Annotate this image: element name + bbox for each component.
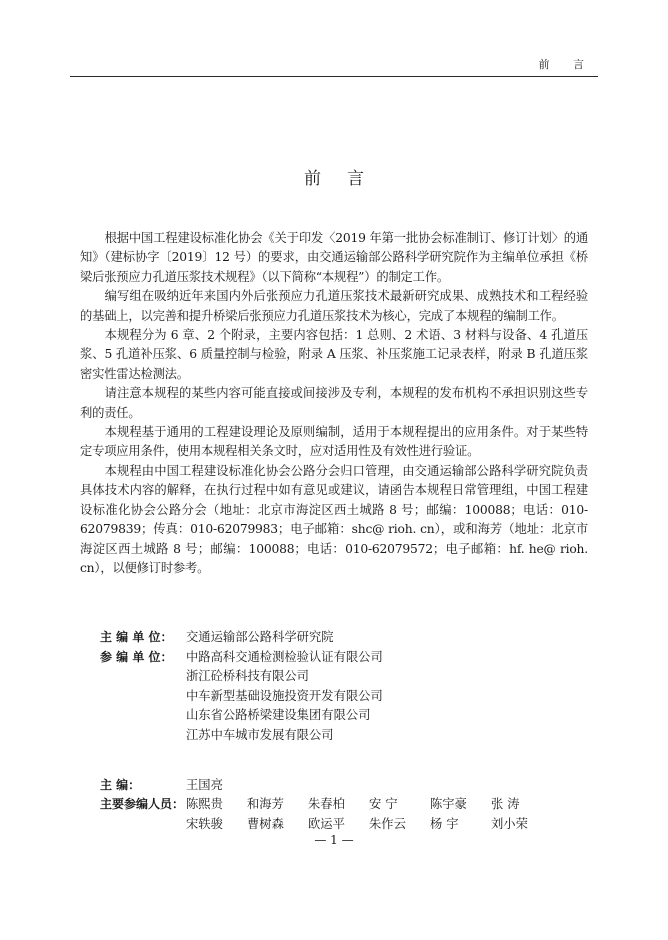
editor-name: 朱作云 bbox=[369, 816, 406, 831]
paragraph-1: 根据中国工程建设标准化协会《关于印发〈2019 年第一批协会标准制订、修订计划〉的通知》（建标协字〔2019〕12 号）的要求，由交通运输部公路科学研究院作为主编单位承担《桥梁后张预应力孔道压浆技术规程》（以下简称“本规程”）的制定工作。 bbox=[80, 231, 588, 284]
page-number: — 1 — bbox=[314, 833, 354, 847]
chief-unit-row bbox=[100, 628, 552, 648]
chief-unit-label: 主 编 单 位： bbox=[100, 630, 173, 644]
paragraph-6: 本规程由中国工程建设标准化协会公路分会归口管理，由交通运输部公路科学研究院负责具体技术内容的解释，在执行过程中如有意见或建议，请函告本规程日常管理组，中国工程建设标准化协会公路分会（地址：北京市海淀区西土城路 8 号；邮编：100088；电话：010-62079839；传真：010-62079983；电子邮箱：shc@ rioh. cn），或和海芳（地址：北京市海淀区西土城路 8 号；邮编：100088；电话：010-62079572；电子邮箱：hf. he@ rioh. cn），以便修订时参考。 bbox=[80, 463, 588, 575]
editor-name: 朱春柏 bbox=[308, 797, 345, 812]
editor-name: 和海芳 bbox=[247, 797, 284, 812]
editor-name: 安 宁 bbox=[369, 797, 398, 812]
editor-name: 陈宇豪 bbox=[430, 797, 467, 812]
editor-name: 欧运平 bbox=[308, 816, 345, 831]
participating-unit-row bbox=[100, 648, 552, 668]
paragraph-3: 本规程分为 6 章、2 个附录，主要内容包括：1 总则、2 术语、3 材料与设备、4 孔道压浆、5 孔道补压浆、6 质量控制与检验，附录 A 压浆、补压浆施工记录表样，附录 B 孔道压浆密实性雷达检测法。 bbox=[80, 328, 588, 381]
running-header bbox=[70, 58, 598, 77]
participating-unit-3: 中车新型基础设施投资开发有限公司 bbox=[186, 688, 383, 703]
participating-unit-1: 中路高科交通检测检验认证有限公司 bbox=[186, 649, 383, 664]
chief-unit-value: 交通运输部公路科学研究院 bbox=[186, 630, 334, 644]
participating-unit-row bbox=[100, 687, 552, 707]
participating-unit-4: 山东省公路桥梁建设集团有限公司 bbox=[186, 708, 371, 723]
main-editors-row-1 bbox=[186, 795, 552, 815]
main-editors-row bbox=[100, 795, 552, 815]
running-header-title: 前 言 bbox=[538, 58, 594, 71]
chief-editor-label: 主 编： bbox=[100, 777, 141, 792]
editor-name: 宋轶骏 bbox=[186, 816, 223, 831]
paragraph-4: 请注意本规程的某些内容可能直接或间接涉及专利，本规程的发布机构不承担识别这些专利的责任。 bbox=[80, 386, 588, 420]
editor-name: 杨 宇 bbox=[430, 816, 459, 831]
editor-name: 刘小荣 bbox=[491, 816, 528, 831]
participating-unit-5: 江苏中车城市发展有限公司 bbox=[186, 727, 334, 742]
participating-units-label: 参 编 单 位： bbox=[100, 649, 173, 664]
editor-name: 陈熙贵 bbox=[186, 797, 223, 812]
contributors-section bbox=[100, 628, 552, 834]
participating-unit-row bbox=[100, 667, 552, 687]
chief-editor-value: 王国亮 bbox=[186, 777, 223, 792]
participating-unit-row bbox=[100, 726, 552, 746]
editor-name: 张 涛 bbox=[491, 797, 520, 812]
participating-unit-2: 浙江砼桥科技有限公司 bbox=[186, 669, 309, 684]
participating-unit-row bbox=[100, 706, 552, 726]
page-title: 前言 bbox=[304, 169, 390, 189]
main-editors-label: 主要参编人员： bbox=[100, 797, 185, 812]
chief-editor-row bbox=[100, 776, 552, 796]
paragraph-5: 本规程基于通用的工程建设理论及原则编制，适用于本规程提出的应用条件。对于某些特定专项应用条件，使用本规程相关条文时，应对适用性及有效性进行验证。 bbox=[80, 425, 588, 459]
preface-body bbox=[80, 229, 588, 578]
editor-name: 曹树森 bbox=[247, 816, 284, 831]
paragraph-2: 编写组在吸纳近年来国内外后张预应力孔道压浆技术最新研究成果、成熟技术和工程经验的基础上，以完善和提升桥梁后张预应力孔道压浆技术为核心，完成了本规程的编制工作。 bbox=[80, 289, 588, 323]
